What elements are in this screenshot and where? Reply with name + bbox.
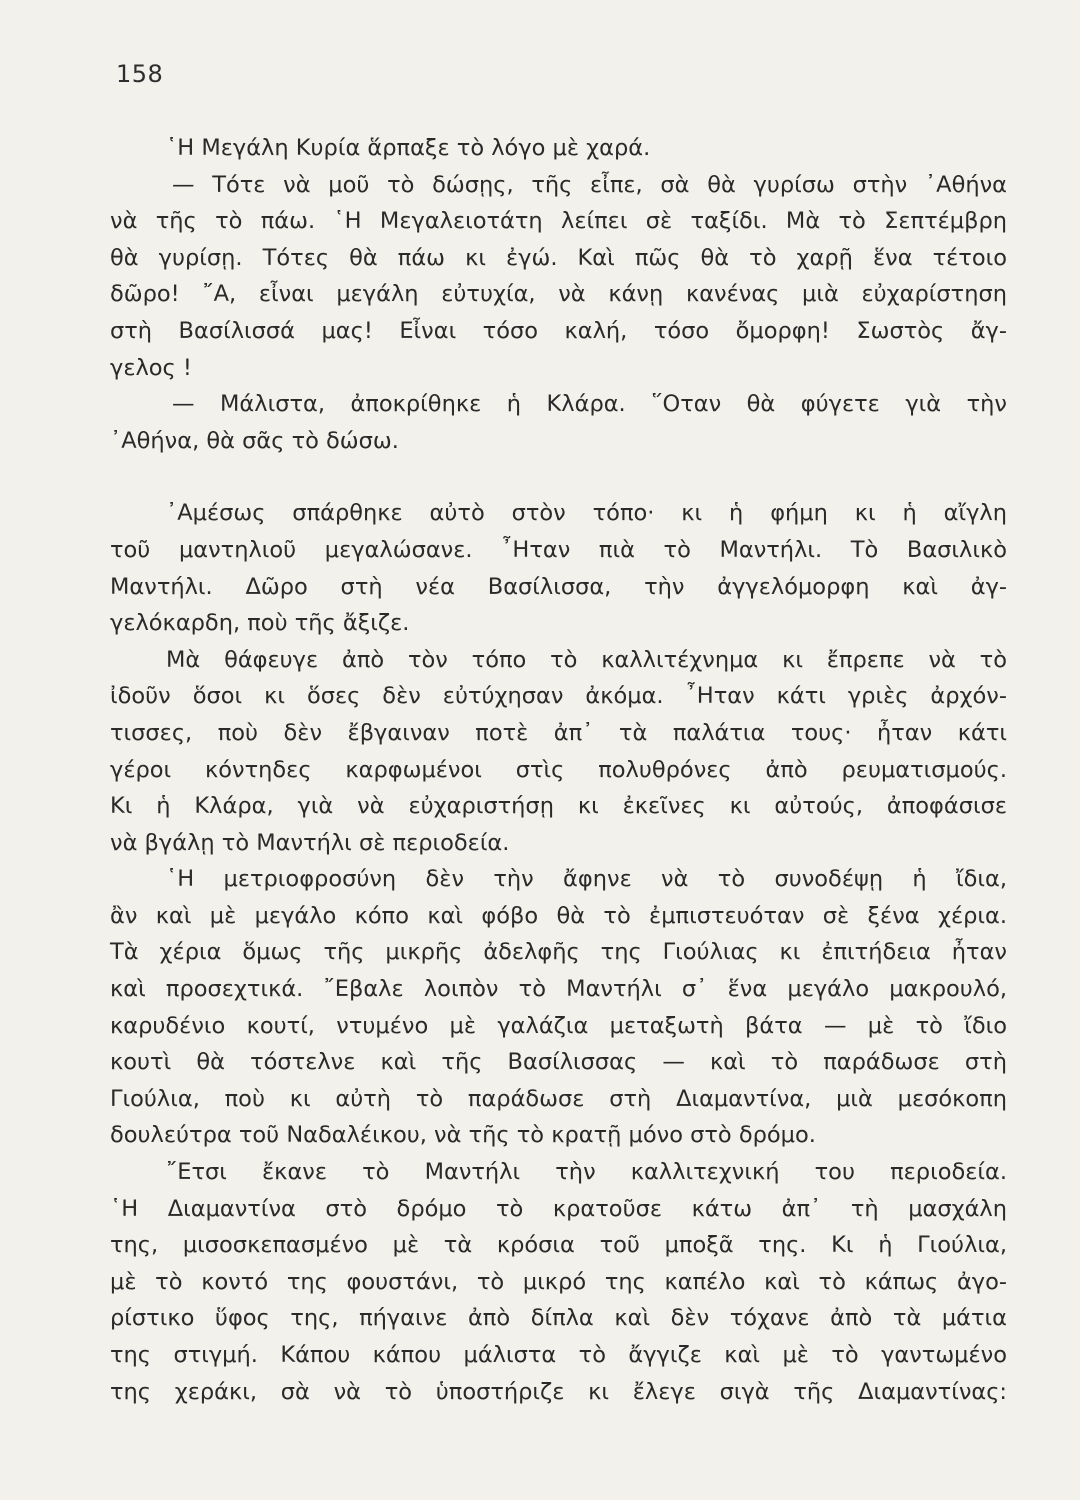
text-line: Τὰ χέρια ὅμως τῆς μικρῆς ἀδελφῆς της Γιούλιας κι ἐπιτήδεια ἦταν [110, 939, 1007, 966]
text-line: ῾Η μετριοφροσύνη δὲν τὴν ἄφηνε νὰ τὸ συνοδέψῃ ἡ ἴδια, [166, 866, 1007, 893]
text-line: νὰ τῆς τὸ πάω. ῾Η Μεγαλειοτάτη λείπει σὲ ταξίδι. Μὰ τὸ Σεπτέμβρη [110, 208, 1007, 235]
text-line: Γιούλια, ποὺ κι αὐτὴ τὸ παράδωσε στὴ Διαμαντίνα, μιὰ μεσόκοπη [110, 1085, 1007, 1112]
text-line: στὴ Βασίλισσά μας! Εἶναι τόσο καλή, τόσο ὄμορφη! Σωστὸς ἄγ- [110, 317, 1007, 344]
text-line: καὶ προσεχτικά. ῎Εβαλε λοιπὸν τὸ Μαντήλι σ᾿ ἕνα μεγάλο μακρουλό, [110, 976, 1007, 1003]
text-line: γέροι κόντηδες καρφωμένοι στὶς πολυθρόνες ἀπὸ ρευματισμούς. [110, 756, 1007, 783]
text-line: ῾Η Διαμαντίνα στὸ δρόμο τὸ κρατοῦσε κάτω ἀπ᾿ τὴ μασχάλη [110, 1195, 1007, 1222]
body-text [110, 130, 1007, 1410]
text-line: νὰ βγάλῃ τὸ Μαντήλι σὲ περιοδεία. [110, 829, 510, 856]
text-line: ᾿Αμέσως σπάρθηκε αὐτὸ στὸν τόπο· κι ἡ φήμη κι ἡ αἴγλη [166, 500, 1007, 527]
text-line: Μαντήλι. Δῶρο στὴ νέα Βασίλισσα, τὴν ἀγγελόμορφη καὶ ἀγ- [110, 573, 1007, 600]
text-line: μὲ τὸ κοντό της φουστάνι, τὸ μικρό της καπέλο καὶ τὸ κάπως ἀγο- [110, 1268, 1007, 1295]
text-line: τοῦ μαντηλιοῦ μεγαλώσανε. ῏Ηταν πιὰ τὸ Μαντήλι. Τὸ Βασιλικὸ [110, 536, 1007, 563]
text-line: — Μάλιστα, ἀποκρίθηκε ἡ Κλάρα. ῞Οταν θὰ φύγετε γιὰ τὴν [172, 391, 1007, 418]
text-line: γελόκαρδη, ποὺ τῆς ἄξιζε. [110, 610, 410, 637]
text-line: Κι ἡ Κλάρα, γιὰ νὰ εὐχαριστήσῃ κι ἐκεῖνες κι αὐτούς, ἀποφάσισε [110, 793, 1007, 820]
section-break [110, 459, 1007, 495]
text-line: ἂν καὶ μὲ μεγάλο κόπο καὶ φόβο θὰ τὸ ἐμπιστευόταν σὲ ξένα χέρια. [110, 902, 1007, 929]
text-line: δουλεύτρα τοῦ Ναδαλέικου, νὰ τῆς τὸ κρατῇ μόνο στὸ δρόμο. [110, 1122, 816, 1149]
text-line: της χεράκι, σὰ νὰ τὸ ὑποστήριζε κι ἔλεγε σιγὰ τῆς Διαμαντίνας: [110, 1378, 1007, 1405]
page-number: 158 [116, 60, 164, 88]
text-line: Μὰ θάφευγε ἀπὸ τὸν τόπο τὸ καλλιτέχνημα κι ἔπρεπε νὰ τὸ [166, 646, 1007, 673]
text-line: ῾Η Μεγάλη Κυρία ἅρπαξε τὸ λόγο μὲ χαρά. [166, 135, 651, 161]
text-line: ῎Ετσι ἔκανε τὸ Μαντήλι τὴν καλλιτεχνική του περιοδεία. [166, 1159, 1007, 1186]
text-line: γελος ! [110, 354, 192, 381]
text-line: ἰδοῦν ὅσοι κι ὅσες δὲν εὐτύχησαν ἀκόμα. ῏Ηταν κάτι γριὲς ἀρχόν- [110, 683, 1007, 710]
text-line: ᾿Αθήνα, θὰ σᾶς τὸ δώσω. [110, 427, 399, 454]
text-line: — Τότε νὰ μοῦ τὸ δώσῃς, τῆς εἶπε, σὰ θὰ γυρίσω στὴν ᾿Αθήνα [172, 171, 1007, 198]
text-line: δῶρο! ῎Α, εἶναι μεγάλη εὐτυχία, νὰ κάνῃ κανένας μιὰ εὐχαρίστηση [110, 281, 1007, 308]
text-line: θὰ γυρίσῃ. Τότες θὰ πάω κι ἐγώ. Καὶ πῶς θὰ τὸ χαρῇ ἕνα τέτοιο [110, 244, 1007, 271]
text-line: της, μισοσκεπασμένο μὲ τὰ κρόσια τοῦ μποξᾶ της. Κι ἡ Γιούλια, [110, 1232, 1007, 1259]
text-line: κουτὶ θὰ τόστελνε καὶ τῆς Βασίλισσας — καὶ τὸ παράδωσε στὴ [110, 1049, 1007, 1076]
text-line: καρυδένιο κουτί, ντυμένο μὲ γαλάζια μεταξωτὴ βάτα — μὲ τὸ ἴδιο [110, 1012, 1007, 1039]
text-line: της στιγμή. Κάπου κάπου μάλιστα τὸ ἄγγιζε καὶ μὲ τὸ γαντωμένο [110, 1342, 1007, 1368]
text-line: τισσες, ποὺ δὲν ἔβγαιναν ποτὲ ἀπ᾿ τὰ παλάτια τους· ἦταν κάτι [110, 719, 1007, 746]
text-line: ρίστικο ὕφος της, πήγαινε ἀπὸ δίπλα καὶ δὲν τόχανε ἀπὸ τὰ μάτια [110, 1305, 1007, 1332]
